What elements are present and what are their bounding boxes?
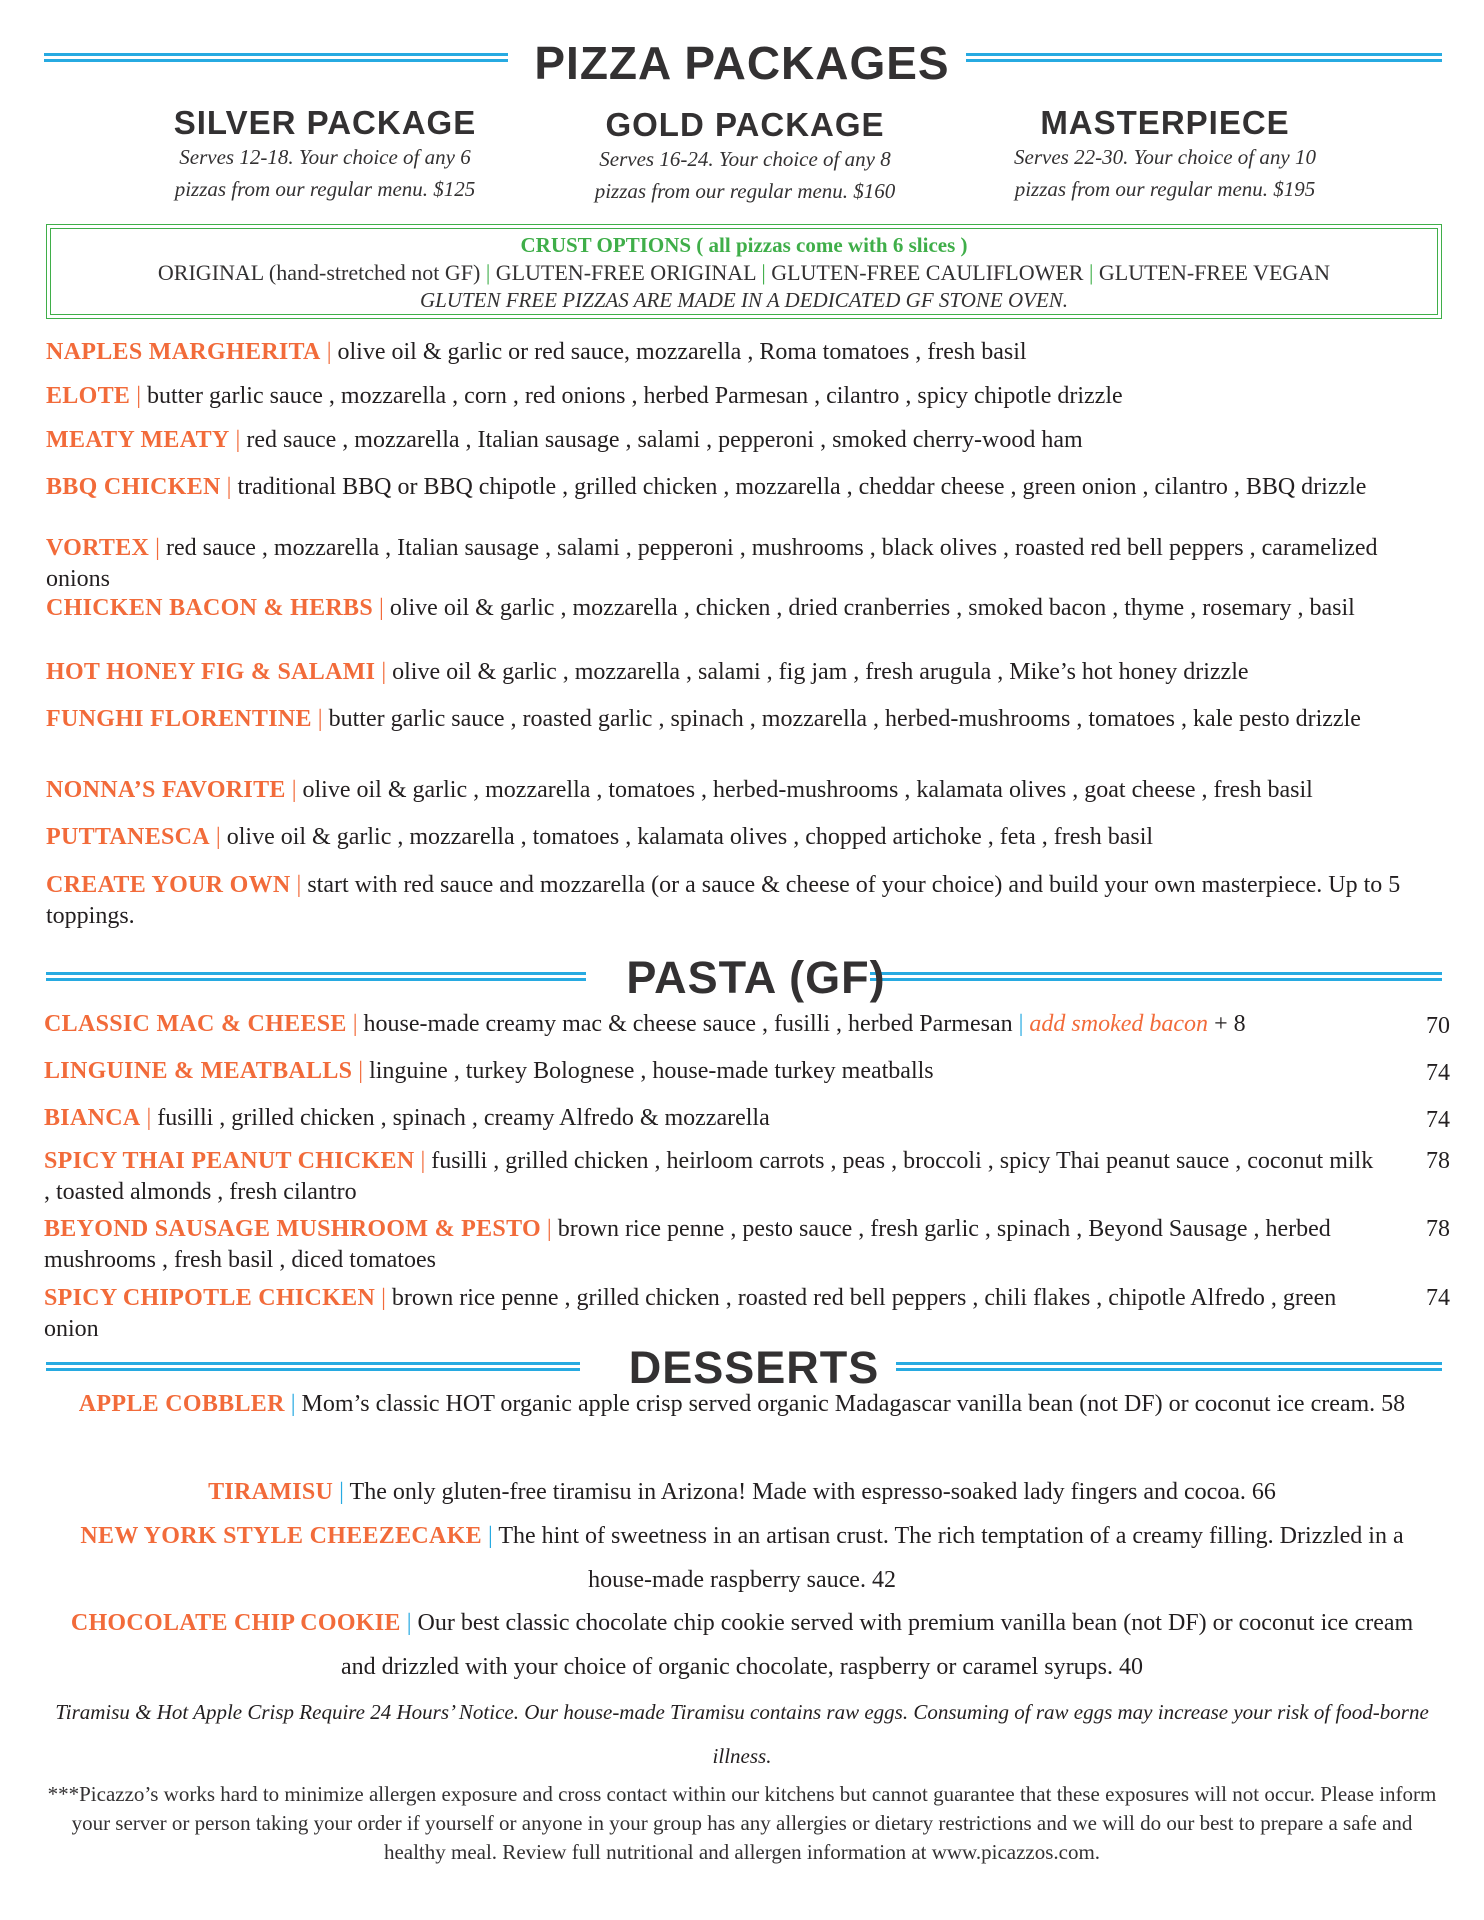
item-separator: | bbox=[546, 1216, 552, 1242]
pizza-desc: olive oil & garlic , mozzarella , salami , fig jam , fresh arugula , Mike’s hot honey drizzle bbox=[392, 659, 1249, 685]
dessert-desc: The only gluten-free tiramisu in Arizona! Made with espresso-soaked lady fingers and cocoa. 66 bbox=[349, 1479, 1276, 1505]
dessert-desc: Our best classic chocolate chip cookie served with premium vanilla bean (not DF) or coconut ice cream and drizzled with your choice of organic chocolate, raspberry or caramel syrups. 40 bbox=[341, 1610, 1414, 1680]
pizza-item bbox=[46, 870, 1446, 932]
pizza-desc: butter garlic sauce , roasted garlic , spinach , mozzarella , herbed-mushrooms , tomatoes , kale pesto drizzle bbox=[328, 706, 1361, 732]
pizza-item bbox=[46, 472, 1446, 503]
pizza-item bbox=[46, 337, 1446, 368]
allergen-notice: ***Picazzo’s works hard to minimize allergen exposure and cross contact within our kitchens but cannot guarantee that these exposures will not occur. Please inform your server or person taking your order if yourself or anyone in your group has any allergies or dietary restrictions and we will do our best to prepare a safe and healthy meal. Review full nutritional and allergen information at www.picazzos.com. bbox=[47, 1782, 1437, 1864]
pasta-addon-price: + 8 bbox=[1214, 1011, 1246, 1037]
pizza-name: VORTEX bbox=[46, 535, 150, 561]
pizza-desc: olive oil & garlic , mozzarella , tomatoes , herbed-mushrooms , kalamata olives , goat cheese , fresh basil bbox=[302, 777, 1313, 803]
crust-option: GLUTEN-FREE CAULIFLOWER bbox=[771, 260, 1084, 285]
crust-separator: | bbox=[485, 260, 491, 285]
pizza-desc: red sauce , mozzarella , Italian sausage , salami , pepperoni , mushrooms , black olives , roasted red bell peppers , caramelized onions bbox=[46, 535, 1378, 592]
pasta-name: BIANCA bbox=[44, 1105, 141, 1131]
item-separator: | bbox=[226, 474, 232, 500]
dessert-item bbox=[70, 1470, 1414, 1514]
pizza-desc: olive oil & garlic or red sauce, mozzarella , Roma tomatoes , fresh basil bbox=[337, 339, 1027, 365]
dessert-item bbox=[70, 1601, 1414, 1689]
package-desc-line1: Serves 12-18. Your choice of any 6 bbox=[179, 145, 471, 169]
pizza-item bbox=[46, 822, 1446, 853]
pizza-desc: butter garlic sauce , mozzarella , corn , red onions , herbed Parmesan , cilantro , spicy chipotle drizzle bbox=[147, 383, 1123, 409]
crust-option: GLUTEN-FREE ORIGINAL bbox=[495, 260, 756, 285]
pizza-name: NAPLES MARGHERITA bbox=[46, 339, 321, 365]
dessert-item bbox=[70, 1382, 1414, 1426]
pizza-name: PUTTANESCA bbox=[46, 824, 210, 850]
package-gold bbox=[530, 108, 960, 207]
pasta-price: 78 bbox=[1426, 1216, 1450, 1242]
addon-separator: | bbox=[1018, 1011, 1024, 1037]
pizza-desc: olive oil & garlic , mozzarella , chicken , dried cranberries , smoked bacon , thyme , rosemary , basil bbox=[389, 595, 1355, 621]
item-separator: | bbox=[146, 1105, 152, 1131]
pasta-item bbox=[44, 1056, 1384, 1087]
pizza-name: HOT HONEY FIG & SALAMI bbox=[46, 659, 376, 685]
package-masterpiece bbox=[950, 106, 1380, 205]
pasta-name: SPICY THAI PEANUT CHICKEN bbox=[44, 1148, 415, 1174]
pasta-desc: house-made creamy mac & cheese sauce , fusilli , herbed Parmesan bbox=[363, 1011, 1013, 1037]
pizza-name: FUNGHI FLORENTINE bbox=[46, 706, 312, 732]
package-name: SILVER PACKAGE bbox=[173, 104, 477, 141]
item-separator: | bbox=[291, 777, 297, 803]
item-separator: | bbox=[339, 1479, 344, 1505]
item-separator: | bbox=[326, 339, 332, 365]
package-silver bbox=[110, 106, 540, 205]
package-desc-line2: pizzas from our regular menu. $195 bbox=[1014, 177, 1316, 201]
pizza-name: CREATE YOUR OWN bbox=[46, 872, 291, 898]
item-separator: | bbox=[487, 1523, 493, 1549]
pizza-name: BBQ CHICKEN bbox=[46, 474, 221, 500]
pasta-desc: linguine , turkey Bolognese , house-made turkey meatballs bbox=[369, 1058, 934, 1084]
crust-option: GLUTEN-FREE VEGAN bbox=[1098, 260, 1331, 285]
item-separator: | bbox=[317, 706, 323, 732]
item-separator: | bbox=[155, 535, 160, 561]
item-separator: | bbox=[296, 872, 302, 898]
package-desc-line2: pizzas from our regular menu. $160 bbox=[594, 179, 896, 203]
pasta-name: CLASSIC MAC & CHEESE bbox=[44, 1011, 347, 1037]
pizza-item bbox=[46, 775, 1446, 806]
pasta-desc: brown rice penne , pesto sauce , fresh garlic , spinach , Beyond Sausage , herbed mushrooms , fresh basil , diced tomatoes bbox=[44, 1216, 1331, 1273]
dessert-desc: The hint of sweetness in an artisan crust. The rich temptation of a creamy filling. Drizzled in a house-made raspberry sauce. 42 bbox=[498, 1523, 1404, 1593]
pizza-item bbox=[46, 425, 1446, 456]
item-separator: | bbox=[406, 1610, 412, 1636]
pizza-item bbox=[46, 381, 1446, 412]
item-separator: | bbox=[379, 595, 384, 621]
pasta-item bbox=[44, 1146, 1384, 1208]
pasta-desc: fusilli , grilled chicken , heirloom carrots , peas , broccoli , spicy Thai peanut sauce , coconut milk , toasted almonds , fresh cilantro bbox=[44, 1148, 1374, 1205]
package-desc-line2: pizzas from our regular menu. $125 bbox=[174, 177, 476, 201]
crust-options-title: CRUST OPTIONS ( all pizzas come with 6 slices ) bbox=[520, 233, 968, 257]
package-desc-line1: Serves 22-30. Your choice of any 10 bbox=[1014, 145, 1316, 169]
pasta-addon: add smoked bacon bbox=[1029, 1011, 1209, 1037]
pizza-item bbox=[46, 704, 1446, 735]
pasta-name: SPICY CHIPOTLE CHICKEN bbox=[44, 1285, 376, 1311]
package-desc-line1: Serves 16-24. Your choice of any 8 bbox=[599, 147, 891, 171]
crust-options-list bbox=[51, 258, 1437, 288]
dessert-item bbox=[70, 1514, 1414, 1602]
pizza-name: MEATY MEATY bbox=[46, 427, 230, 453]
crust-gf-note: GLUTEN FREE PIZZAS ARE MADE IN A DEDICATED GF STONE OVEN. bbox=[419, 288, 1069, 312]
item-separator: | bbox=[381, 659, 387, 685]
item-separator: | bbox=[352, 1011, 358, 1037]
dessert-name: APPLE COBBLER bbox=[78, 1391, 285, 1417]
item-separator: | bbox=[381, 1285, 386, 1311]
item-separator: | bbox=[358, 1058, 364, 1084]
desserts-title: DESSERTS bbox=[628, 1342, 880, 1393]
item-separator: | bbox=[215, 824, 221, 850]
pizza-packages-title: PIZZA PACKAGES bbox=[534, 37, 950, 89]
dessert-name: NEW YORK STYLE CHEEZECAKE bbox=[80, 1523, 482, 1549]
pizza-desc: olive oil & garlic , mozzarella , tomatoes , kalamata olives , chopped artichoke , feta , fresh basil bbox=[226, 824, 1154, 850]
pizza-desc: traditional BBQ or BBQ chipotle , grilled chicken , mozzarella , cheddar cheese , green onion , cilantro , BBQ drizzle bbox=[237, 474, 1367, 500]
pasta-price: 74 bbox=[1426, 1285, 1450, 1311]
pizza-name: NONNA’S FAVORITE bbox=[46, 777, 286, 803]
dessert-notice: Tiramisu & Hot Apple Crisp Require 24 Hours’ Notice. Our house-made Tiramisu contains raw eggs. Consuming of raw eggs may increase your risk of food-borne illness. bbox=[55, 1700, 1429, 1768]
pizza-name: CHICKEN BACON & HERBS bbox=[46, 595, 374, 621]
pasta-price: 70 bbox=[1426, 1013, 1450, 1039]
pasta-name: LINGUINE & MEATBALLS bbox=[44, 1058, 353, 1084]
crust-separator: | bbox=[1088, 260, 1094, 285]
pizza-item bbox=[46, 593, 1446, 624]
pizza-desc: red sauce , mozzarella , Italian sausage , salami , pepperoni , smoked cherry-wood ham bbox=[246, 427, 1083, 453]
dessert-desc: Mom’s classic HOT organic apple crisp served organic Madagascar vanilla bean (not DF) or coconut ice cream. 58 bbox=[301, 1391, 1406, 1417]
package-name: GOLD PACKAGE bbox=[605, 106, 885, 143]
pasta-item bbox=[44, 1103, 1384, 1134]
item-separator: | bbox=[235, 427, 241, 453]
pasta-price: 74 bbox=[1426, 1060, 1450, 1086]
item-separator: | bbox=[136, 383, 142, 409]
pasta-item bbox=[44, 1009, 1384, 1040]
dessert-name: TIRAMISU bbox=[208, 1479, 334, 1505]
pasta-item bbox=[44, 1214, 1384, 1276]
pasta-title: PASTA (GF) bbox=[626, 952, 886, 1003]
pasta-desc: brown rice penne , grilled chicken , roasted red bell peppers , chili flakes , chipotle Alfredo , green onion bbox=[44, 1285, 1337, 1342]
item-separator: | bbox=[420, 1148, 426, 1174]
crust-option: ORIGINAL (hand-stretched not GF) bbox=[157, 260, 481, 285]
crust-separator: | bbox=[761, 260, 766, 285]
pasta-price: 78 bbox=[1426, 1148, 1450, 1174]
package-name: MASTERPIECE bbox=[1040, 104, 1290, 141]
pizza-item bbox=[46, 533, 1446, 595]
pasta-price: 74 bbox=[1426, 1107, 1450, 1133]
dessert-name: CHOCOLATE CHIP COOKIE bbox=[70, 1610, 401, 1636]
pizza-name: ELOTE bbox=[46, 383, 131, 409]
pizza-desc: start with red sauce and mozzarella (or a sauce & cheese of your choice) and build your own masterpiece. Up to 5 toppings. bbox=[46, 872, 1401, 929]
pasta-desc: fusilli , grilled chicken , spinach , creamy Alfredo & mozzarella bbox=[157, 1105, 770, 1131]
pizza-item bbox=[46, 657, 1446, 688]
pasta-name: BEYOND SAUSAGE MUSHROOM & PESTO bbox=[44, 1216, 541, 1242]
item-separator: | bbox=[290, 1391, 296, 1417]
pasta-item bbox=[44, 1283, 1384, 1345]
crust-options-box bbox=[46, 224, 1442, 319]
